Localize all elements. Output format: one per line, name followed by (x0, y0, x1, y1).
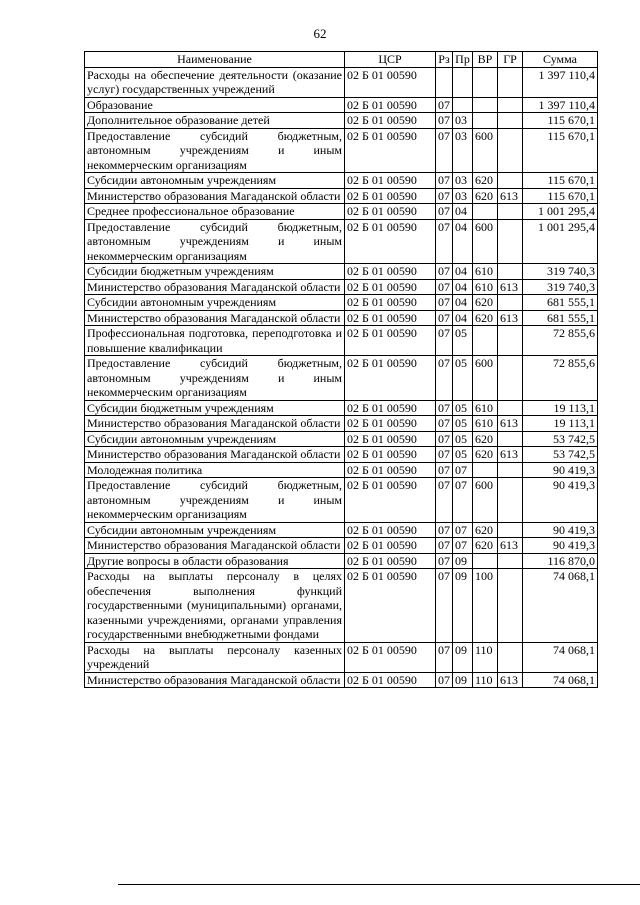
cell-name: Предоставление субсидий бюджетным, автономным учреждениям и иным некоммерческим организациям (85, 219, 345, 264)
cell-pr: 05 (453, 416, 473, 432)
cell-csr: 02 Б 01 00590 (345, 400, 436, 416)
cell-pr: 03 (453, 188, 473, 204)
table-row (85, 295, 598, 311)
header-sum: Сумма (523, 52, 598, 68)
cell-sum: 115 670,1 (523, 173, 598, 189)
cell-name: Субсидии бюджетным учреждениям (85, 264, 345, 280)
cell-sum: 90 419,3 (523, 538, 598, 554)
table-row (85, 538, 598, 554)
cell-csr: 02 Б 01 00590 (345, 416, 436, 432)
cell-rz (436, 67, 453, 97)
cell-vr: 600 (473, 128, 498, 173)
cell-name: Министерство образования Магаданской области (85, 188, 345, 204)
cell-name: Предоставление субсидий бюджетным, автономным учреждениям и иным некоммерческим организациям (85, 128, 345, 173)
cell-sum: 681 555,1 (523, 310, 598, 326)
cell-pr: 04 (453, 204, 473, 220)
table-row (85, 264, 598, 280)
cell-pr: 03 (453, 128, 473, 173)
header-vr: ВР (473, 52, 498, 68)
table-row (85, 478, 598, 523)
cell-pr: 04 (453, 264, 473, 280)
cell-pr: 05 (453, 447, 473, 463)
cell-rz: 07 (436, 279, 453, 295)
cell-vr (473, 553, 498, 569)
cell-sum: 115 670,1 (523, 188, 598, 204)
table-row (85, 326, 598, 356)
cell-rz: 07 (436, 522, 453, 538)
cell-csr: 02 Б 01 00590 (345, 97, 436, 113)
cell-rz: 07 (436, 642, 453, 672)
cell-gr (498, 431, 523, 447)
cell-vr: 610 (473, 279, 498, 295)
cell-sum: 115 670,1 (523, 128, 598, 173)
cell-pr: 04 (453, 219, 473, 264)
cell-name: Дополнительное образование детей (85, 113, 345, 129)
cell-vr (473, 326, 498, 356)
cell-rz: 07 (436, 447, 453, 463)
cell-vr (473, 462, 498, 478)
table-row (85, 219, 598, 264)
cell-sum: 1 397 110,4 (523, 97, 598, 113)
table-row (85, 431, 598, 447)
cell-gr (498, 219, 523, 264)
cell-name: Министерство образования Магаданской области (85, 447, 345, 463)
table-row (85, 553, 598, 569)
cell-rz: 07 (436, 219, 453, 264)
cell-vr: 620 (473, 310, 498, 326)
cell-name: Министерство образования Магаданской области (85, 279, 345, 295)
cell-gr (498, 462, 523, 478)
cell-sum: 1 397 110,4 (523, 67, 598, 97)
cell-csr: 02 Б 01 00590 (345, 279, 436, 295)
cell-sum: 90 419,3 (523, 522, 598, 538)
cell-gr (498, 642, 523, 672)
cell-pr: 05 (453, 400, 473, 416)
cell-gr: 613 (498, 310, 523, 326)
cell-vr (473, 97, 498, 113)
table-body (85, 67, 598, 688)
cell-name: Министерство образования Магаданской области (85, 672, 345, 688)
cell-sum: 74 068,1 (523, 569, 598, 643)
cell-rz: 07 (436, 462, 453, 478)
cell-csr: 02 Б 01 00590 (345, 431, 436, 447)
cell-rz: 07 (436, 431, 453, 447)
cell-pr (453, 67, 473, 97)
cell-name: Субсидии автономным учреждениям (85, 431, 345, 447)
cell-name: Среднее профессиональное образование (85, 204, 345, 220)
cell-rz: 07 (436, 326, 453, 356)
cell-csr: 02 Б 01 00590 (345, 569, 436, 643)
cell-vr: 620 (473, 522, 498, 538)
cell-vr: 600 (473, 356, 498, 401)
cell-sum: 72 855,6 (523, 356, 598, 401)
table-row (85, 128, 598, 173)
cell-sum: 319 740,3 (523, 279, 598, 295)
cell-sum: 90 419,3 (523, 462, 598, 478)
cell-csr: 02 Б 01 00590 (345, 219, 436, 264)
header-name: Наименование (85, 52, 345, 68)
cell-name: Профессиональная подготовка, переподготовка и повышение квалификации (85, 326, 345, 356)
cell-csr: 02 Б 01 00590 (345, 67, 436, 97)
cell-gr: 613 (498, 279, 523, 295)
cell-pr: 03 (453, 173, 473, 189)
table-row (85, 672, 598, 688)
cell-csr: 02 Б 01 00590 (345, 326, 436, 356)
cell-csr: 02 Б 01 00590 (345, 672, 436, 688)
cell-gr (498, 173, 523, 189)
cell-csr: 02 Б 01 00590 (345, 642, 436, 672)
cell-vr (473, 67, 498, 97)
cell-vr: 620 (473, 188, 498, 204)
cell-rz: 07 (436, 672, 453, 688)
cell-pr: 04 (453, 279, 473, 295)
cell-pr: 05 (453, 431, 473, 447)
table-row (85, 416, 598, 432)
cell-name: Расходы на обеспечение деятельности (оказание услуг) государственных учреждений (85, 67, 345, 97)
cell-rz: 07 (436, 173, 453, 189)
table-row (85, 400, 598, 416)
cell-csr: 02 Б 01 00590 (345, 204, 436, 220)
cell-vr: 610 (473, 264, 498, 280)
cell-csr: 02 Б 01 00590 (345, 173, 436, 189)
cell-sum: 1 001 295,4 (523, 204, 598, 220)
cell-rz: 07 (436, 113, 453, 129)
table-row (85, 67, 598, 97)
cell-pr: 07 (453, 478, 473, 523)
cell-gr (498, 204, 523, 220)
cell-sum: 19 113,1 (523, 400, 598, 416)
cell-gr (498, 356, 523, 401)
cell-rz: 07 (436, 569, 453, 643)
cell-name: Расходы на выплаты персоналу казенных учреждений (85, 642, 345, 672)
cell-sum: 681 555,1 (523, 295, 598, 311)
cell-rz: 07 (436, 356, 453, 401)
header-pr: Пр (453, 52, 473, 68)
cell-sum: 90 419,3 (523, 478, 598, 523)
page-bottom-rule (118, 884, 640, 885)
cell-rz: 07 (436, 400, 453, 416)
cell-vr: 620 (473, 447, 498, 463)
cell-sum: 72 855,6 (523, 326, 598, 356)
cell-vr (473, 113, 498, 129)
table-row (85, 204, 598, 220)
table-row (85, 356, 598, 401)
cell-csr: 02 Б 01 00590 (345, 264, 436, 280)
cell-rz: 07 (436, 538, 453, 554)
cell-name: Расходы на выплаты персоналу в целях обеспечения выполнения функций государственными (муниципальными) органами, казенными учреждениями, органами управления государственными внебюджетными фондами (85, 569, 345, 643)
cell-csr: 02 Б 01 00590 (345, 295, 436, 311)
cell-csr: 02 Б 01 00590 (345, 310, 436, 326)
cell-pr: 03 (453, 113, 473, 129)
cell-pr: 09 (453, 642, 473, 672)
cell-sum: 74 068,1 (523, 672, 598, 688)
budget-table (84, 51, 598, 688)
cell-gr: 613 (498, 538, 523, 554)
cell-gr (498, 400, 523, 416)
cell-pr: 07 (453, 462, 473, 478)
cell-gr (498, 295, 523, 311)
cell-rz: 07 (436, 416, 453, 432)
cell-name: Предоставление субсидий бюджетным, автономным учреждениям и иным некоммерческим организациям (85, 478, 345, 523)
cell-csr: 02 Б 01 00590 (345, 462, 436, 478)
cell-name: Молодежная политика (85, 462, 345, 478)
cell-gr (498, 67, 523, 97)
cell-name: Министерство образования Магаданской области (85, 416, 345, 432)
cell-gr (498, 326, 523, 356)
cell-gr (498, 113, 523, 129)
cell-vr: 620 (473, 173, 498, 189)
cell-vr: 620 (473, 538, 498, 554)
cell-gr: 613 (498, 447, 523, 463)
cell-gr: 613 (498, 672, 523, 688)
cell-pr: 09 (453, 553, 473, 569)
cell-vr: 110 (473, 642, 498, 672)
cell-csr: 02 Б 01 00590 (345, 522, 436, 538)
cell-pr: 04 (453, 295, 473, 311)
table-row (85, 447, 598, 463)
cell-csr: 02 Б 01 00590 (345, 188, 436, 204)
cell-pr: 09 (453, 569, 473, 643)
table-header-row (85, 52, 598, 68)
cell-gr: 613 (498, 188, 523, 204)
cell-sum: 19 113,1 (523, 416, 598, 432)
table-row (85, 642, 598, 672)
cell-rz: 07 (436, 310, 453, 326)
cell-pr: 04 (453, 310, 473, 326)
table-row (85, 462, 598, 478)
cell-vr: 600 (473, 478, 498, 523)
cell-vr: 620 (473, 295, 498, 311)
cell-sum: 74 068,1 (523, 642, 598, 672)
cell-pr: 09 (453, 672, 473, 688)
cell-gr (498, 97, 523, 113)
cell-csr: 02 Б 01 00590 (345, 128, 436, 173)
table-row (85, 113, 598, 129)
cell-gr (498, 522, 523, 538)
cell-name: Предоставление субсидий бюджетным, автономным учреждениям и иным некоммерческим организациям (85, 356, 345, 401)
cell-pr (453, 97, 473, 113)
cell-gr (498, 478, 523, 523)
cell-vr: 610 (473, 400, 498, 416)
header-csr: ЦСР (345, 52, 436, 68)
page-number: 62 (313, 26, 327, 41)
cell-rz: 07 (436, 188, 453, 204)
cell-rz: 07 (436, 478, 453, 523)
cell-name: Другие вопросы в области образования (85, 553, 345, 569)
cell-vr: 100 (473, 569, 498, 643)
cell-name: Образование (85, 97, 345, 113)
cell-gr (498, 569, 523, 643)
cell-csr: 02 Б 01 00590 (345, 356, 436, 401)
cell-rz: 07 (436, 204, 453, 220)
cell-sum: 116 870,0 (523, 553, 598, 569)
table-row (85, 173, 598, 189)
cell-csr: 02 Б 01 00590 (345, 113, 436, 129)
cell-csr: 02 Б 01 00590 (345, 447, 436, 463)
cell-sum: 53 742,5 (523, 447, 598, 463)
cell-vr: 600 (473, 219, 498, 264)
cell-pr: 05 (453, 356, 473, 401)
cell-sum: 115 670,1 (523, 113, 598, 129)
cell-rz: 07 (436, 295, 453, 311)
cell-rz: 07 (436, 553, 453, 569)
cell-pr: 07 (453, 538, 473, 554)
cell-gr (498, 553, 523, 569)
cell-gr (498, 264, 523, 280)
header-rz: Рз (436, 52, 453, 68)
cell-gr: 613 (498, 416, 523, 432)
table-row (85, 97, 598, 113)
cell-rz: 07 (436, 97, 453, 113)
table-row (85, 279, 598, 295)
cell-name: Субсидии автономным учреждениям (85, 522, 345, 538)
cell-name: Субсидии автономным учреждениям (85, 173, 345, 189)
table-row (85, 569, 598, 643)
cell-rz: 07 (436, 264, 453, 280)
cell-vr: 620 (473, 431, 498, 447)
table-row (85, 522, 598, 538)
cell-rz: 07 (436, 128, 453, 173)
cell-csr: 02 Б 01 00590 (345, 478, 436, 523)
table-row (85, 188, 598, 204)
cell-name: Министерство образования Магаданской области (85, 310, 345, 326)
cell-pr: 05 (453, 326, 473, 356)
cell-gr (498, 128, 523, 173)
cell-pr: 07 (453, 522, 473, 538)
cell-sum: 1 001 295,4 (523, 219, 598, 264)
cell-name: Министерство образования Магаданской области (85, 538, 345, 554)
cell-vr: 610 (473, 416, 498, 432)
cell-vr (473, 204, 498, 220)
header-gr: ГР (498, 52, 523, 68)
cell-csr: 02 Б 01 00590 (345, 553, 436, 569)
cell-sum: 53 742,5 (523, 431, 598, 447)
cell-name: Субсидии автономным учреждениям (85, 295, 345, 311)
cell-csr: 02 Б 01 00590 (345, 538, 436, 554)
cell-vr: 110 (473, 672, 498, 688)
table-row (85, 310, 598, 326)
cell-sum: 319 740,3 (523, 264, 598, 280)
cell-name: Субсидии бюджетным учреждениям (85, 400, 345, 416)
